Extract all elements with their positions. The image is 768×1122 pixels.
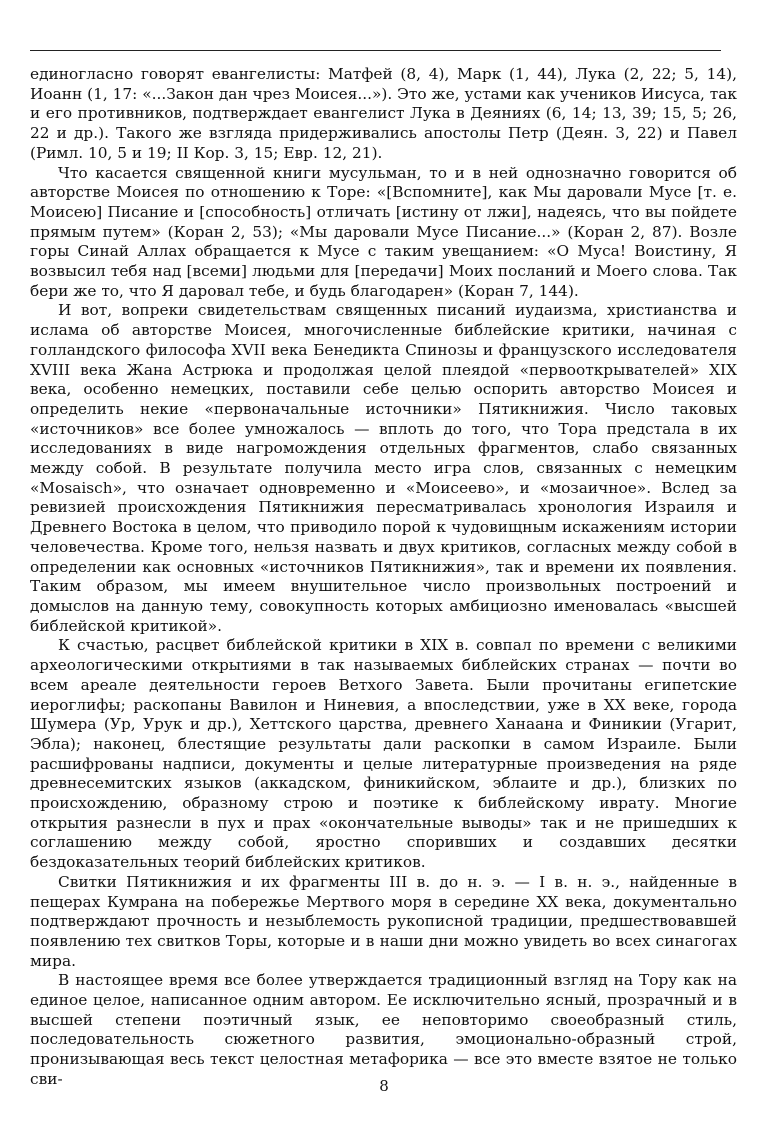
paragraph-4: К счастью, расцвет библейской критики в XIX в. совпал по времени с великими археологическими открытиями в так называемых библейских странах — почти во всем ареале деятельности героев Ветхого Завета. Были прочитаны египетские иероглифы; раскопаны Вавилон и Ниневия, а впоследствии, уже в XX веке, города Шумера (Ур, Урук и др.), Хеттского царства, древнего Ханаана и Финикии (Угарит, Эбла); наконец, блестящие результаты дали раскопки в самом Израиле. Были расшифрованы надписи, документы и целые литературные произведения на ряде древнесемитских языков (аккадском, финикийском, эблаите и др.), близких по происхождению, образному строю и поэтике к библейскому иврату. Многие открытия разнесли в пух и прах «окончательные выводы» так и не пришедших к соглашению между собой, яростно споривших и создавших десятки бездоказательных теорий библейских критиков.	[30, 636, 737, 872]
paragraph-5: Свитки Пятикнижия и их фрагменты III в. до н. э. — I в. н. э., найденные в пещерах Кумрана на побережье Мертвого моря в середине XX века, документально подтверждают прочность и незыблемость рукописной традиции, предшествовавшей появлению тех свитков Торы, которые и в наши дни можно увидеть во всех синагогах мира.	[30, 872, 737, 970]
page-body	[30, 65, 737, 1090]
paragraph-6: В настоящее время все более утверждается традиционный взгляд на Тору как на единое целое, написанное одним автором. Ее исключительно ясный, прозрачный и в высшей степени поэтичный язык, ее неповторимо своеобразный стиль, последовательность сюжетного развития, эмоционально-образный строй, пронизывающая весь текст целостная метафорика — все это вместе взятое не только сви-	[30, 971, 737, 1088]
paragraph-3: И вот, вопреки свидетельствам священных писаний иудаизма, христианства и ислама об авторстве Моисея, многочисленные библейские критики, начиная с голландского философа XVII века Бенедикта Спинозы и французского исследователя XVIII века Жана Астрюка и продолжая целой плеядой «первооткрывателей» XIX века, особенно немецких, поставили себе целью оспорить авторство Моисея и определить некие «первоначальные источники» Пятикнижия. Число таковых «источников» все более умножалось — вплоть до того, что Тора предстала в их исследованиях в виде нагромождения отдельных фрагментов, слабо связанных между собой. В результате получила место игра слов, связанных с немецким «Mosaisch», что означает одновременно и «Моисеево», и «мозаичное». Вслед за ревизией происхождения Пятикнижия пересматривалась хронология Израиля и Древнего Востока в целом, что приводило порой к чудовищным искажениям истории человечества. Кроме того, нельзя назвать и двух критиков, согласных между собой в определении как основных «источников Пятикнижия», так и времени их появления. Таким образом, мы имеем внушительное число произвольных построений и домыслов на данную тему, совокупность которых амбициозно именовалась «высшей библейской критикой».	[30, 301, 737, 635]
header-rule	[30, 50, 721, 51]
paragraph-1: единогласно говорят евангелисты: Матфей (8, 4), Марк (1, 44), Лука (2, 22; 5, 14), Иоанн (1, 17: «...Закон дан чрез Моисея...»). Это же, устами как учеников Иисуса, так и его противников, подтверждает евангелист Лука в Деяниях (6, 14; 13, 39; 15, 5; 26, 22 и др.). Такого же взгляда придерживались апостолы Петр (Деян. 3, 22) и Павел (Римл. 10, 5 и 19; II Кор. 3, 15; Евр. 12, 21).	[30, 65, 737, 162]
paragraph-2: Что касается священной книги мусульман, то и в ней однозначно говорится об авторстве Моисея по отношению к Торе: «[Вспомните], как Мы даровали Мусе [т. е. Моисею] Писание и [способность] отличать [истину от лжи], надеясь, что вы пойдете прямым путем» (Коран 2, 53); «Мы даровали Мусе Писание...» (Коран 2, 87). Возле горы Синай Аллах обращается к Мусе с таким увещанием: «О Муса! Воистину, Я возвысил тебя над [всеми] людьми для [передачи] Моих посланий и Моего слова. Так бери же то, что Я даровал тебе, и будь благодарен» (Коран 7, 144).	[30, 163, 737, 300]
page-number: 8	[379, 1077, 389, 1095]
